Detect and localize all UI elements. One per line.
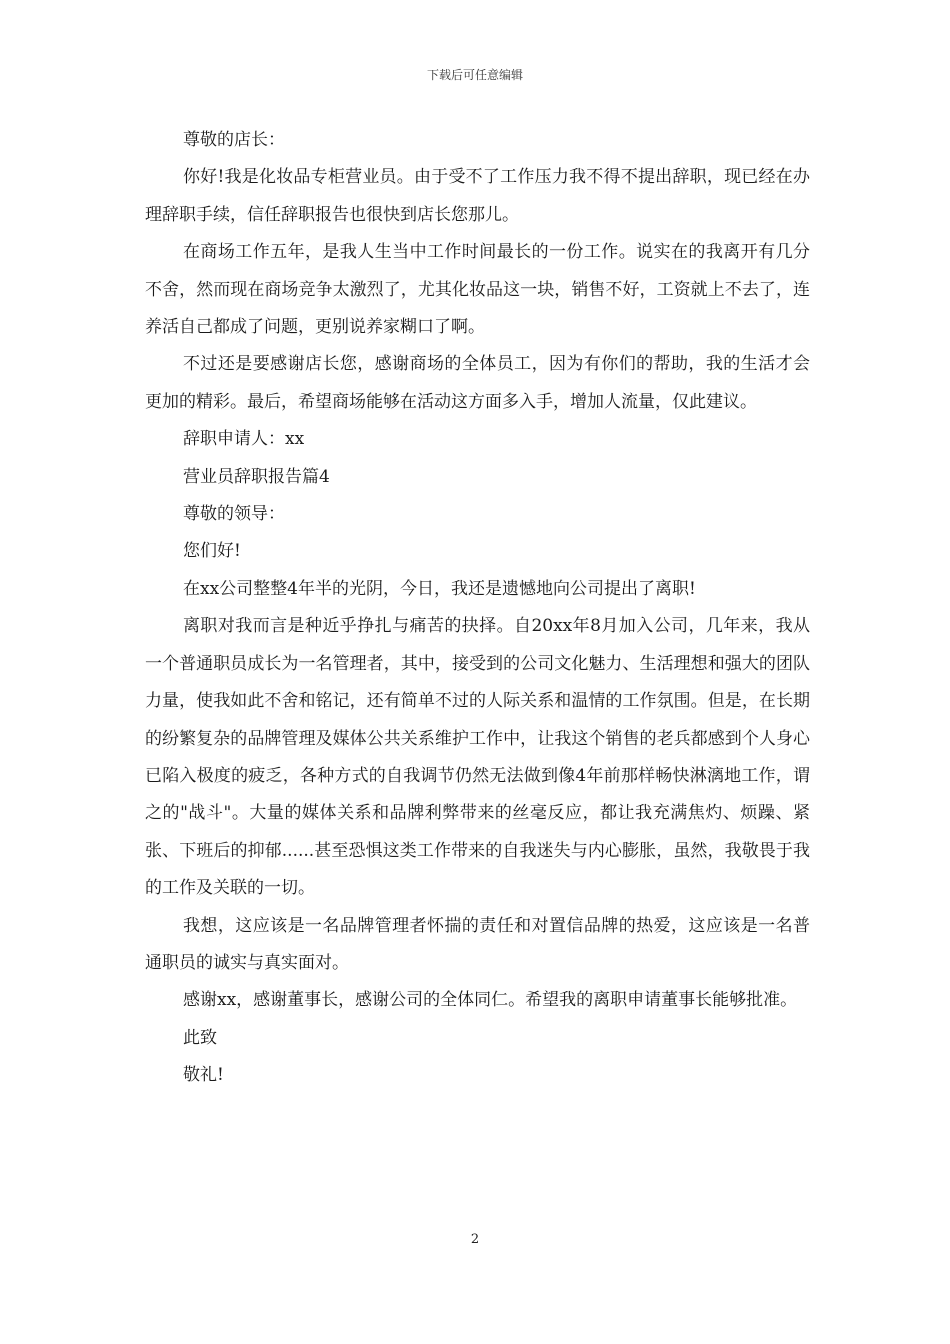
closing: 此致 bbox=[183, 1027, 217, 1048]
paragraph: 我想，这应该是一名品牌管理者怀揣的责任和对置信品牌的热爱，这应该是一名普通职员的诚实与真实面对。 bbox=[145, 915, 810, 973]
greeting: 您们好! bbox=[183, 541, 241, 562]
document-body bbox=[145, 122, 810, 1095]
paragraph: 你好!我是化妆品专柜营业员。由于受不了工作压力我不得不提出辞职，现已经在办理辞职手续，信任辞职报告也很快到店长您那儿。 bbox=[145, 167, 810, 225]
closing: 敬礼! bbox=[183, 1065, 224, 1086]
paragraph: 不过还是要感谢店长您，感谢商场的全体员工，因为有你们的帮助，我的生活才会更加的精彩。最后，希望商场能够在活动这方面多入手，增加人流量，仅此建议。 bbox=[145, 354, 810, 412]
paragraph: 离职对我而言是种近乎挣扎与痛苦的抉择。自20xx年8月加入公司，几年来，我从一个普通职员成长为一名管理者，其中，接受到的公司文化魅力、生活理想和强大的团队力量，使我如此不舍和铭记，还有简单不过的人际关系和温情的工作氛围。但是，在长期的纷繁复杂的品牌管理及媒体公共关系维护工作中，让我这个销售的老兵都感到个人身心已陷入极度的疲乏，各种方式的自我调节仍然无法做到像4年前那样畅快淋漓地工作，谓之的"战斗"。大量的媒体关系和品牌利弊带来的丝毫反应，都让我充满焦灼、烦躁、紧张、下班后的抑郁......甚至恐惧这类工作带来的自我迷失与内心膨胀，虽然，我敬畏于我的工作及关联的一切。 bbox=[145, 616, 810, 899]
header-note: 下载后可任意编辑 bbox=[426, 68, 523, 82]
salutation: 尊敬的领导： bbox=[183, 504, 285, 525]
section-title: 营业员辞职报告篇4 bbox=[183, 466, 330, 487]
paragraph: 在xx公司整整4年半的光阴，今日，我还是遗憾地向公司提出了离职! bbox=[183, 578, 696, 599]
applicant-signature: 辞职申请人：xx bbox=[183, 429, 305, 450]
paragraph: 感谢xx，感谢董事长，感谢公司的全体同仁。希望我的离职申请董事长能够批准。 bbox=[183, 990, 798, 1011]
paragraph: 在商场工作五年，是我人生当中工作时间最长的一份工作。说实在的我离开有几分不舍，然而现在商场竞争太激烈了，尤其化妆品这一块，销售不好，工资就上不去了，连养活自己都成了问题，更别说养家糊口了啊。 bbox=[145, 242, 810, 338]
page-number: 2 bbox=[470, 1232, 480, 1247]
salutation: 尊敬的店长： bbox=[183, 130, 285, 150]
